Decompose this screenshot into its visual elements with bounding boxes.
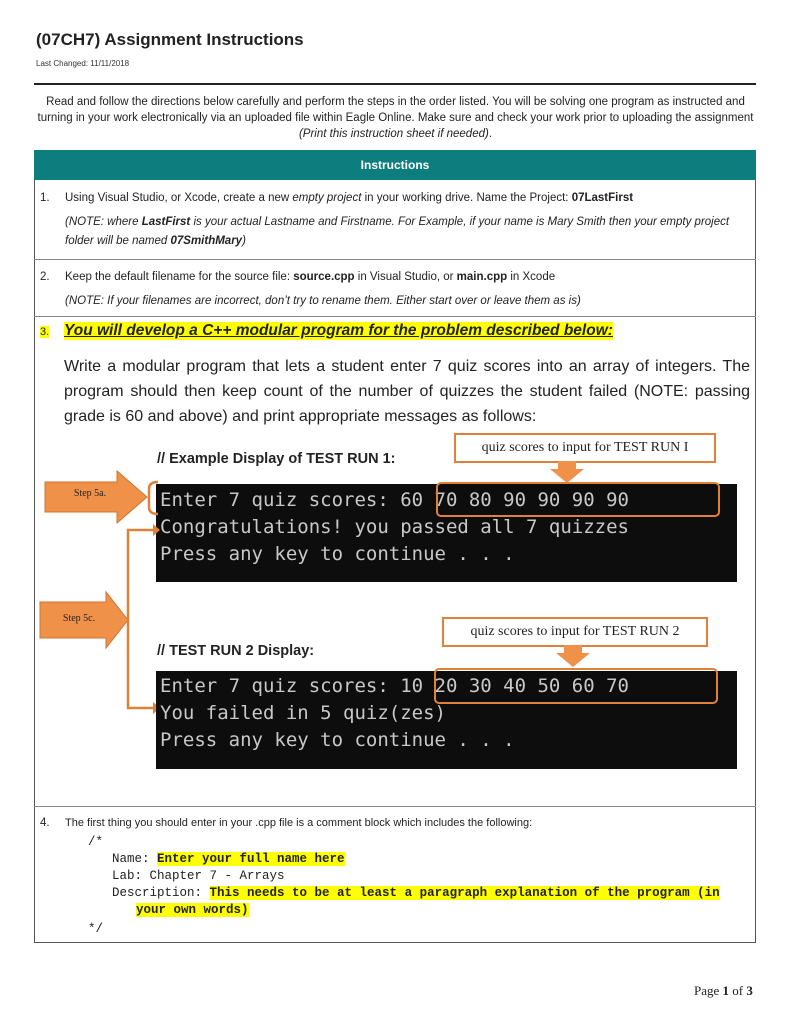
note-a: (NOTE: where bbox=[65, 216, 142, 228]
step-number: 2. bbox=[40, 271, 50, 283]
desc-label: Description: bbox=[112, 886, 210, 900]
comment-open: /* bbox=[88, 835, 104, 849]
terminal-line: You failed in 5 quiz(zes) bbox=[160, 702, 446, 724]
step1-italic: empty project bbox=[292, 192, 362, 204]
name-value: Enter your full name here bbox=[157, 852, 345, 866]
terminal-line: Enter 7 quiz scores: 10 20 30 40 50 60 70 bbox=[160, 675, 629, 697]
step-number: 4. bbox=[40, 817, 50, 829]
main-filename: main.cpp bbox=[456, 271, 508, 283]
terminal-line: Press any key to continue . . . bbox=[160, 543, 515, 565]
step1-text-a: Using Visual Studio, or Xcode, create a new bbox=[65, 192, 293, 204]
intro-paragraph bbox=[36, 94, 755, 142]
desc-value2: your own words) bbox=[136, 903, 249, 917]
intro-end: . bbox=[488, 128, 493, 140]
run1-heading: // Example Display of TEST RUN 1: bbox=[157, 451, 396, 467]
table-header: Instructions bbox=[34, 150, 756, 180]
page-title: (07CH7) Assignment Instructions bbox=[36, 30, 304, 49]
step3-body: Write a modular program that lets a student enter 7 quiz scores into an array of integers. The program should then keep count of the number of quizzes the student failed (NOTE: passing grade is 60 and above) and print appropriate messages as follows: bbox=[64, 358, 750, 425]
note-bold: LastFirst bbox=[141, 216, 191, 228]
terminal-line: Enter 7 quiz scores: 60 70 80 90 90 90 90 bbox=[160, 489, 629, 511]
page-total: 3 bbox=[746, 983, 753, 998]
step2-text bbox=[65, 271, 555, 283]
step3-heading: You will develop a C++ modular program for the problem described below: bbox=[64, 322, 613, 339]
step1-text-b: in your working drive. Name the Project: bbox=[361, 192, 572, 204]
last-changed: Last Changed: 11/11/2018 bbox=[36, 59, 130, 68]
page-current: 1 bbox=[722, 983, 730, 998]
page-number bbox=[694, 983, 753, 999]
step5a-label: Step 5a. bbox=[73, 488, 107, 499]
page-of: of bbox=[729, 983, 747, 998]
row-divider bbox=[34, 316, 756, 317]
step2-c: in Visual Studio, or bbox=[354, 271, 457, 283]
step5c-label: Step 5c. bbox=[62, 613, 96, 624]
input-highlight-box bbox=[436, 482, 720, 517]
page-label: Page bbox=[694, 983, 723, 998]
project-name: 07LastFirst bbox=[571, 192, 634, 204]
note-b: is your actual Lastname and Firstname. For Example, if your name is Mary Smith then your empty project folder will be named bbox=[65, 216, 730, 247]
step2-d: in Xcode bbox=[507, 271, 556, 283]
note-bold2: 07SmithMary bbox=[170, 235, 243, 247]
lab-line: Lab: Chapter 7 - Arrays bbox=[112, 869, 285, 883]
input-highlight-box bbox=[434, 668, 718, 704]
run2-heading: // TEST RUN 2 Display: bbox=[157, 643, 315, 659]
step4-text: The first thing you should enter in your .cpp file is a comment block which includes the following: bbox=[65, 817, 533, 829]
step-number: 1. bbox=[40, 192, 50, 204]
note-c: ) bbox=[242, 235, 246, 247]
row-divider bbox=[34, 259, 756, 260]
step1-text bbox=[65, 192, 633, 204]
comment-close: */ bbox=[88, 922, 104, 936]
down-arrow-icon bbox=[550, 461, 584, 483]
terminal-line: Press any key to continue . . . bbox=[160, 729, 515, 751]
terminal-line: Congratulations! you passed all 7 quizzes bbox=[160, 516, 629, 538]
header-divider bbox=[34, 83, 756, 85]
intro-text: Read and follow the directions below carefully and perform the steps in the order listed. You will be solving one program as instructed and turning in your work electronically via an uploaded file within Eagle Online. Make sure and check your work prior to uploading the assignment bbox=[37, 96, 754, 124]
step2-a: Keep the default filename for the source file: bbox=[65, 271, 294, 283]
intro-italic: (Print this instruction sheet if needed) bbox=[298, 128, 489, 140]
desc-line2 bbox=[136, 902, 249, 919]
source-filename: source.cpp bbox=[293, 271, 355, 283]
row-divider bbox=[34, 806, 756, 807]
step-number: 3. bbox=[40, 326, 50, 338]
desc-value: This needs to be at least a paragraph explanation of the program (in bbox=[209, 886, 720, 900]
name-line bbox=[112, 851, 345, 868]
run2-callout: quiz scores to input for TEST RUN 2 bbox=[442, 617, 708, 647]
desc-line bbox=[112, 885, 720, 902]
run1-callout: quiz scores to input for TEST RUN I bbox=[454, 433, 716, 463]
connector-lines bbox=[120, 520, 160, 720]
name-label: Name: bbox=[112, 852, 158, 866]
step2-note: (NOTE: If your filenames are incorrect, don’t try to rename them. Either start over or leave them as is) bbox=[65, 295, 581, 307]
down-arrow-icon bbox=[556, 645, 590, 667]
step1-note bbox=[65, 213, 745, 251]
